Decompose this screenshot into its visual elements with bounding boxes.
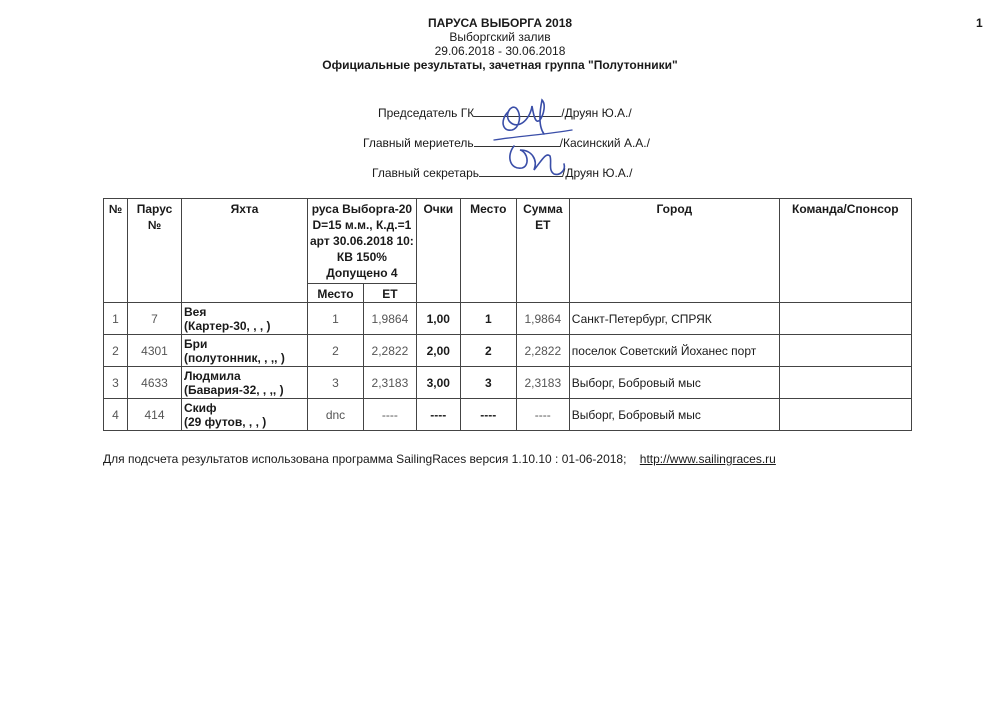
row-points: ---- <box>416 399 460 431</box>
row-sum-et: 1,9864 <box>516 303 569 335</box>
row-city: Выборг, Бобровый мыс <box>569 399 779 431</box>
official-name: /Касинский А.А./ <box>559 136 650 150</box>
row-team <box>779 367 911 399</box>
table-row <box>104 399 912 431</box>
row-race-et: 2,3183 <box>364 367 417 399</box>
row-place: 1 <box>460 303 516 335</box>
row-sail: 414 <box>128 399 182 431</box>
row-sum-et: 2,3183 <box>516 367 569 399</box>
row-num: 3 <box>104 367 128 399</box>
row-sum-et: ---- <box>516 399 569 431</box>
col-header-place: Место <box>460 199 516 303</box>
col-header-yacht: Яхта <box>182 199 308 303</box>
row-num: 2 <box>104 335 128 367</box>
col-header-team: Команда/Спонсор <box>779 199 911 303</box>
col-header-race-et: ЕТ <box>364 284 417 303</box>
sailingraces-link[interactable]: http://www.sailingraces.ru <box>639 452 776 466</box>
col-header-city: Город <box>569 199 779 303</box>
official-role: Главный секретарь <box>372 166 479 180</box>
row-team <box>779 399 911 431</box>
row-city: Санкт-Петербург, СПРЯК <box>569 303 779 335</box>
official-role: Главный мериетель <box>363 136 474 150</box>
col-header-sail: Парус № <box>128 199 182 303</box>
row-points: 1,00 <box>416 303 460 335</box>
row-yacht: Скиф (29 футов, , , ) <box>182 399 308 431</box>
official-name: /Друян Ю.А./ <box>562 166 633 180</box>
row-num: 1 <box>104 303 128 335</box>
col-header-sum-et: Сумма ЕТ <box>516 199 569 303</box>
row-sail: 7 <box>128 303 182 335</box>
table-row <box>104 303 912 335</box>
official-name: /Друян Ю.А./ <box>561 106 632 120</box>
row-team <box>779 303 911 335</box>
col-header-race-place: Место <box>308 284 364 303</box>
software-footer <box>103 452 776 466</box>
row-race-et: ---- <box>364 399 417 431</box>
row-yacht: Людмила (Бавария-32, , ,, ) <box>182 367 308 399</box>
col-header-race: руса Выборга-20 D=15 м.м., К.д.=1 арт 30.06.2018 10: КВ 150% Допущено 4 <box>308 199 417 284</box>
row-race-et: 1,9864 <box>364 303 417 335</box>
col-header-points: Очки <box>416 199 460 303</box>
row-points: 3,00 <box>416 367 460 399</box>
table-row <box>104 335 912 367</box>
footer-text: Для подсчета результатов использована программа SailingRaces версия 1.10.10 : 01-06-2018; <box>103 452 627 466</box>
event-venue: Выборгский залив <box>449 30 551 44</box>
official-role: Председатель ГК <box>378 106 475 120</box>
row-team <box>779 335 911 367</box>
row-race-et: 2,2822 <box>364 335 417 367</box>
results-table <box>103 198 912 431</box>
row-points: 2,00 <box>416 335 460 367</box>
row-yacht: Бри (полутонник, , ,, ) <box>182 335 308 367</box>
event-title: ПАРУСА ВЫБОРГА 2018 <box>427 16 573 30</box>
row-sail: 4301 <box>128 335 182 367</box>
page-number: 1 <box>976 16 983 30</box>
row-sail: 4633 <box>128 367 182 399</box>
col-header-num: № <box>104 199 128 303</box>
table-row <box>104 367 912 399</box>
row-race-place: 1 <box>308 303 364 335</box>
row-num: 4 <box>104 399 128 431</box>
results-subtitle: Официальные результаты, зачетная группа "Полутонники" <box>322 58 678 72</box>
row-race-place: 2 <box>308 335 364 367</box>
row-city: поселок Советский Йоханес порт <box>569 335 779 367</box>
row-sum-et: 2,2822 <box>516 335 569 367</box>
handwritten-signature-icon <box>480 90 580 190</box>
row-yacht: Вея (Картер-30, , , ) <box>182 303 308 335</box>
document-header <box>0 16 1000 72</box>
row-race-place: 3 <box>308 367 364 399</box>
row-place: 2 <box>460 335 516 367</box>
event-dates: 29.06.2018 - 30.06.2018 <box>434 44 566 58</box>
row-race-place: dnc <box>308 399 364 431</box>
row-place: 3 <box>460 367 516 399</box>
row-city: Выборг, Бобровый мыс <box>569 367 779 399</box>
row-place: ---- <box>460 399 516 431</box>
